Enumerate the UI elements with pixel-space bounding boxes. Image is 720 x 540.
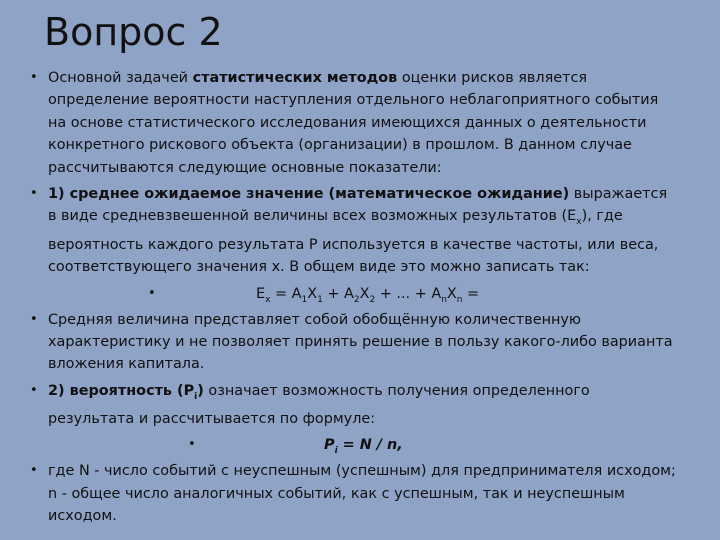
p1-text-1: Основной задачей (48, 70, 193, 86)
p4-text: означает возможность получения определенного результата и рассчитывается по формуле: (48, 382, 590, 428)
page-title: Вопрос 2 (44, 10, 223, 54)
bullet-icon: • (30, 186, 38, 202)
p1-text-2: оценки рисков является определение вероятности наступления отдельного неблагоприятного события на основе статистического исследования имеющихся данных о деятельности конкретного рискового объекта (организации) в прошлом. В данном случае рассчитываются следующие основные показатели: (48, 70, 659, 176)
bullet-icon: • (30, 382, 38, 398)
paragraph-definitions (30, 460, 680, 527)
bullet-icon: • (30, 463, 38, 479)
content-body (30, 67, 680, 532)
paragraph-average-value (30, 309, 680, 376)
paragraph-statistical-methods (30, 67, 680, 179)
bullet-icon: • (148, 285, 156, 301)
paragraph-probability (30, 380, 680, 431)
formula-expected-value (30, 283, 680, 305)
bullet-icon: • (30, 70, 38, 85)
formula-1-text: $E_x = A_1X_1 + A_2X_2$ + ... + $A_nX_n$ = (256, 285, 480, 305)
p2-text-1: выражается в виде средневзвешенной величины всех возможных результатов (E (48, 186, 668, 225)
p4-bold-2: ) (197, 382, 204, 399)
p2-bold: 1) среднее ожидаемое значение (математическое ожидание) (48, 186, 570, 203)
p4-bold-sub: i (194, 391, 198, 402)
formula-2-text: $P_i = N / n$, (324, 437, 403, 457)
bullet-icon: • (30, 311, 38, 327)
formula-probability (30, 434, 680, 456)
p4-bold-1: 2) вероятность (P (48, 382, 195, 399)
p2-sub: x (576, 217, 582, 228)
paragraph-expected-value (30, 183, 680, 279)
p5-text: где N - число событий с неуспешным (успешным) для предпринимателя исходом; n - общее число аналогичных событий, как с успешным, так и неуспешным исходом. (48, 463, 676, 525)
p2-text-2: ), где вероятность каждого результата P используется в качестве частоты, или веса, соответствующего значения х. В общем виде это можно записать так: (48, 208, 659, 276)
p3-text: Средняя величина представляет собой обобщённую количественную характеристику и не позволяет принять решение в пользу какого-либо варианта вложения капитала. (48, 311, 673, 373)
bullet-icon: • (188, 437, 196, 453)
p1-bold: статистических методов (192, 70, 398, 86)
